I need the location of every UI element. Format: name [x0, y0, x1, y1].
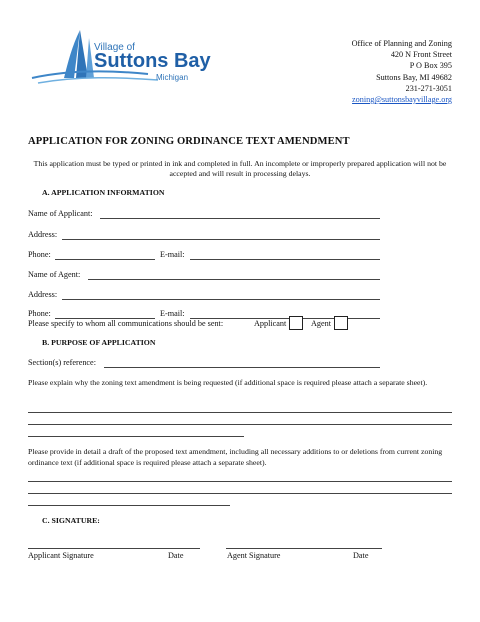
- agent-checkbox[interactable]: [334, 316, 348, 330]
- draft-text: Please provide in detail a draft of the proposed text amendment, including all necessary additions to or deletions from current zoning ordinance text (if additional space is required please attach a separate sheet).: [28, 447, 443, 467]
- address-field[interactable]: [62, 239, 380, 240]
- email-label: E-mail:: [160, 250, 185, 259]
- phone-field[interactable]: [55, 259, 155, 260]
- village-logo: [28, 28, 211, 86]
- page-title: APPLICATION FOR ZONING ORDINANCE TEXT AMENDMENT: [28, 136, 350, 147]
- logo-state: Michigan: [156, 73, 189, 82]
- draft-line-2[interactable]: [28, 493, 452, 494]
- agent-address-field[interactable]: [62, 299, 380, 300]
- intro-text: This application must be typed or printed in ink and completed in full. An incomplete or improperly prepared application will not be accepted and will result in processing delays.: [33, 159, 447, 178]
- applicant-checkbox[interactable]: [289, 316, 303, 330]
- explain-line-2[interactable]: [28, 424, 452, 425]
- office-line-1: Office of Planning and Zoning: [351, 39, 452, 48]
- draft-line-3[interactable]: [28, 505, 230, 506]
- agent-signature-line[interactable]: [226, 548, 382, 549]
- office-line-2: 420 N Front Street: [390, 50, 452, 60]
- agent-date-label: Date: [353, 551, 369, 560]
- agent-option-label: Agent: [311, 319, 332, 328]
- communications-label: Please specify to whom all communications should be sent:: [28, 319, 224, 328]
- applicant-date-label: Date: [168, 551, 184, 560]
- section-b-heading: B. PURPOSE OF APPLICATION: [42, 338, 156, 347]
- phone-label: Phone:: [28, 250, 51, 259]
- section-c-heading: C. SIGNATURE:: [42, 516, 100, 525]
- name-of-applicant-label: Name of Applicant:: [28, 209, 93, 218]
- section-reference-field[interactable]: [104, 367, 380, 368]
- office-address: [352, 38, 452, 105]
- name-of-agent-label: Name of Agent:: [28, 270, 81, 279]
- email-field[interactable]: [190, 259, 380, 260]
- explain-line-1[interactable]: [28, 412, 452, 413]
- draft-line-1[interactable]: [28, 481, 452, 482]
- name-of-applicant-field[interactable]: [100, 218, 380, 219]
- agent-email-label: E-mail:: [160, 309, 185, 318]
- office-email-link[interactable]: zoning@suttonsbayvillage.org: [352, 95, 452, 105]
- address-label: Address:: [28, 230, 58, 239]
- office-line-4: Suttons Bay, MI 49682: [376, 72, 452, 82]
- agent-signature-label: Agent Signature: [227, 551, 281, 560]
- logo-village-of: Village of: [94, 42, 135, 53]
- applicant-signature-line[interactable]: [28, 548, 200, 549]
- office-line-3: P O Box 395: [409, 61, 452, 71]
- applicant-signature-label: Applicant Signature: [28, 551, 94, 560]
- section-reference-label: Section(s) reference:: [28, 358, 96, 367]
- name-of-agent-field[interactable]: [88, 279, 380, 280]
- explain-line-3[interactable]: [28, 436, 244, 437]
- agent-address-label: Address:: [28, 290, 58, 299]
- agent-phone-label: Phone:: [28, 309, 51, 318]
- logo-name: Suttons Bay: [94, 50, 211, 72]
- explain-text: Please explain why the zoning text amendment is being requested (if additional space is required please attach a separate sheet).: [28, 378, 428, 387]
- section-a-heading: A. APPLICATION INFORMATION: [42, 188, 165, 197]
- applicant-option-label: Applicant: [254, 319, 287, 328]
- office-phone: 231-271-3051: [405, 83, 452, 93]
